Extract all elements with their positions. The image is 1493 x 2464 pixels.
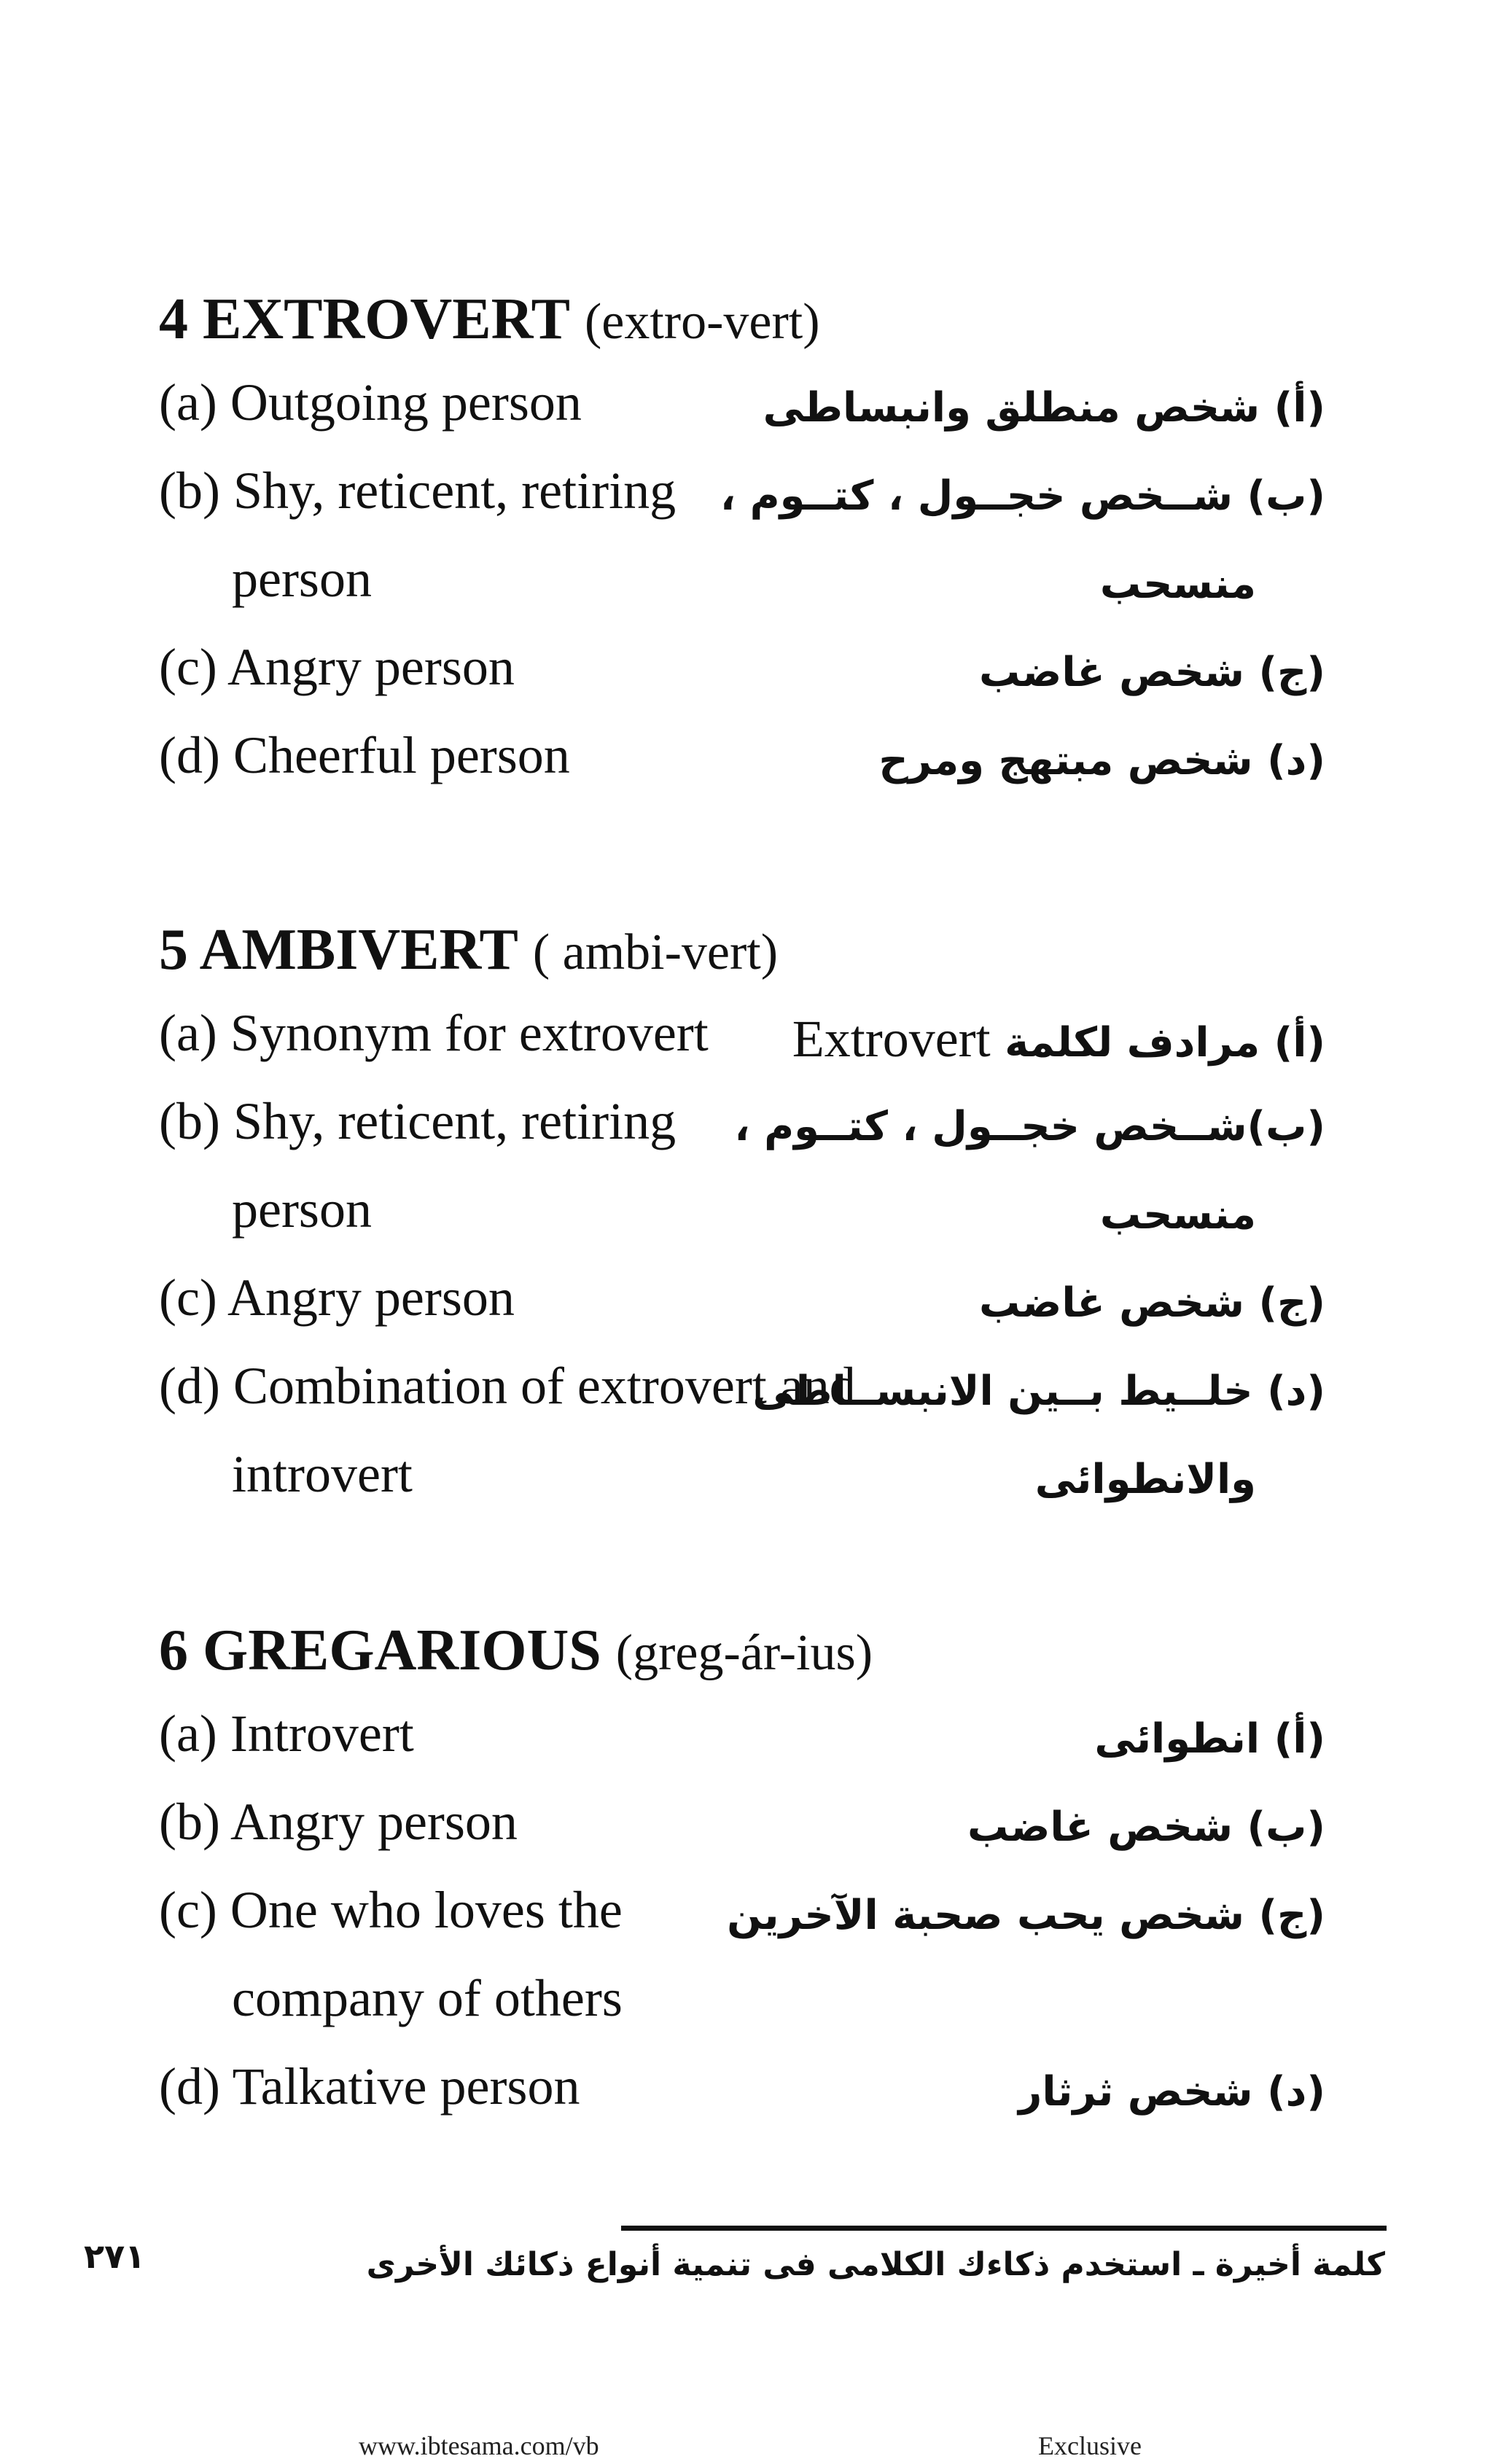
section-number: 6 xyxy=(159,1618,188,1683)
option-row-continuation xyxy=(159,1439,1325,1527)
option-row xyxy=(159,367,1325,456)
option-english: person xyxy=(232,550,372,608)
option-english: company of others xyxy=(232,1969,623,2027)
option-arabic-latin-term: Extrovert xyxy=(792,1010,991,1068)
option-arabic: منسحب xyxy=(1099,561,1256,608)
option-row xyxy=(159,1787,1325,1875)
option-arabic: (أ) انطوائى xyxy=(1094,1715,1325,1763)
option-arabic: (ج) شخص غاضب xyxy=(978,1279,1325,1327)
option-arabic: (ج) شخص يحب صحبة الآخرين xyxy=(727,1892,1325,1939)
option-arabic: (ب)شــخص خجــول ، كتــوم ، xyxy=(734,1103,1325,1150)
option-row xyxy=(159,720,1325,808)
section-number: 5 xyxy=(159,918,188,982)
watermark-label: Exclusive xyxy=(1038,2431,1142,2460)
section-word: AMBIVERT xyxy=(199,918,518,982)
section-heading xyxy=(159,915,1325,998)
pronunciation: (extro-vert) xyxy=(584,294,820,350)
option-arabic: منسحب xyxy=(1099,1191,1256,1239)
option-arabic: والانطوائى xyxy=(1034,1456,1256,1503)
option-english: (b) Shy, reticent, retiring xyxy=(159,1092,677,1150)
option-row xyxy=(159,456,1325,544)
option-english: (b) Angry person xyxy=(159,1793,518,1851)
option-row-continuation xyxy=(159,544,1325,632)
watermark-url: www.ibtesama.com/vb xyxy=(359,2431,599,2460)
option-arabic: (ج) شخص غاضب xyxy=(978,649,1325,696)
option-arabic: (د) شخص مبتهج ومرح xyxy=(878,737,1325,784)
option-english: introvert xyxy=(232,1445,413,1503)
option-row xyxy=(159,1875,1325,1963)
option-arabic: (ب) شــخص خجــول ، كتــوم ، xyxy=(720,472,1325,520)
option-english: (a) Synonym for extrovert xyxy=(159,1004,709,1062)
option-english: (c) Angry person xyxy=(159,638,515,696)
option-english: (a) Outgoing person xyxy=(159,373,582,432)
heading-word xyxy=(159,287,570,351)
page-number: ٢٧١ xyxy=(84,2237,146,2276)
option-row xyxy=(159,1086,1325,1174)
option-arabic: (د) شخص ثرثار xyxy=(1018,2068,1325,2116)
pronunciation: (greg-ár-ius) xyxy=(615,1625,873,1681)
option-english: (b) Shy, reticent, retiring xyxy=(159,461,677,520)
option-row xyxy=(159,1351,1325,1439)
heading-word xyxy=(159,918,518,982)
footer-rule xyxy=(621,2226,1387,2231)
heading-word xyxy=(159,1618,601,1683)
option-arabic: (أ) شخص منطلق وانبساطى xyxy=(763,384,1325,432)
vocab-section-gregarious xyxy=(159,1615,1325,2140)
vocab-section-ambivert xyxy=(159,915,1325,1527)
option-arabic xyxy=(792,1004,1325,1078)
option-row xyxy=(159,632,1325,720)
option-arabic-text: (أ) مرادف لكلمة xyxy=(1005,1019,1325,1067)
option-row xyxy=(159,1699,1325,1787)
option-row xyxy=(159,2051,1325,2140)
section-heading xyxy=(159,1615,1325,1699)
vocab-section-extrovert xyxy=(159,284,1325,808)
running-title: كلمة أخيرة ـ استخدم ذكاءك الكلامى فى تنمية أنواع ذكائك الأخرى xyxy=(366,2246,1385,2283)
option-row xyxy=(159,998,1325,1086)
section-word: GREGARIOUS xyxy=(203,1618,601,1683)
section-heading xyxy=(159,284,1325,367)
option-english: (c) One who loves the xyxy=(159,1881,623,1939)
option-english: person xyxy=(232,1180,372,1239)
option-arabic: (ب) شخص غاضب xyxy=(967,1804,1325,1851)
option-arabic: (د) خلــيط بــين الانبســاطى xyxy=(752,1368,1325,1415)
pronunciation: ( ambi-vert) xyxy=(532,924,779,980)
option-english: (d) Cheerful person xyxy=(159,726,570,784)
section-number: 4 xyxy=(159,287,188,351)
option-english: (d) Combination of extrovert and xyxy=(159,1357,856,1415)
option-row xyxy=(159,1263,1325,1351)
option-row-continuation xyxy=(159,1174,1325,1263)
option-row-continuation xyxy=(159,1963,1325,2051)
section-word: EXTROVERT xyxy=(203,287,570,351)
option-english: (c) Angry person xyxy=(159,1268,515,1327)
option-english: (d) Talkative person xyxy=(159,2057,580,2116)
option-english: (a) Introvert xyxy=(159,1704,414,1763)
